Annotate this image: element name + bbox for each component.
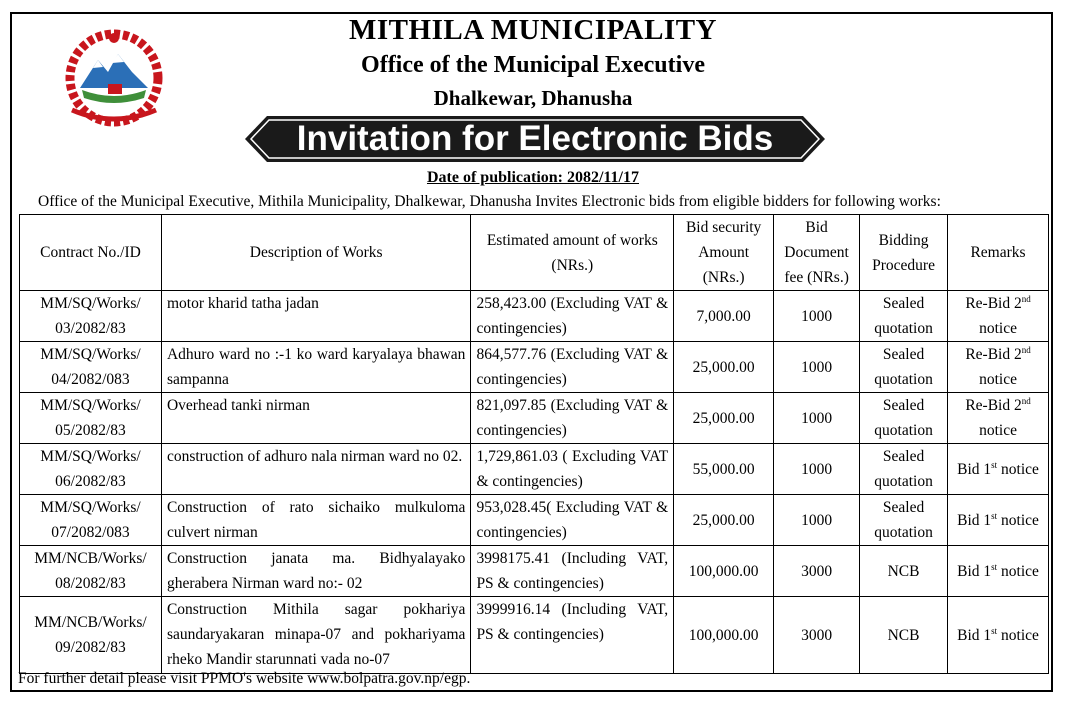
header-security: Bid security Amount (NRs.) xyxy=(674,215,774,291)
header-remarks: Remarks xyxy=(948,215,1049,291)
table-row xyxy=(20,291,1049,342)
intro-text: Office of the Municipal Executive, Mithila Municipality, Dhalkewar, Dhanusha Invites Electronic bids from eligible bidders for following works: xyxy=(38,193,941,210)
bidding-procedure: Sealed quotation xyxy=(860,342,948,393)
bidding-procedure: Sealed quotation xyxy=(860,444,948,495)
work-description: motor kharid tatha jadan xyxy=(161,291,470,342)
bidding-procedure: NCB xyxy=(860,546,948,597)
bid-security: 100,000.00 xyxy=(674,546,774,597)
contract-id: MM/SQ/Works/ 04/2082/083 xyxy=(20,342,162,393)
table-row xyxy=(20,342,1049,393)
work-description: Construction of rato sichaiko mulkuloma culvert nirman xyxy=(161,495,470,546)
document-fee: 1000 xyxy=(774,393,860,444)
bidding-procedure: Sealed quotation xyxy=(860,495,948,546)
bidding-procedure: Sealed quotation xyxy=(860,393,948,444)
header-contract: Contract No./ID xyxy=(20,215,162,291)
bid-security: 25,000.00 xyxy=(674,495,774,546)
office-title: Office of the Municipal Executive xyxy=(361,52,705,78)
document-fee: 3000 xyxy=(774,597,860,674)
contract-id: MM/NCB/Works/ 09/2082/83 xyxy=(20,597,162,674)
table-header-row xyxy=(20,215,1049,291)
work-description: construction of adhuro nala nirman ward no 02. xyxy=(161,444,470,495)
table-row xyxy=(20,546,1049,597)
header-procedure: Bidding Procedure xyxy=(860,215,948,291)
estimated-amount: 1,729,861.03 ( Excluding VAT & contingencies) xyxy=(471,444,674,495)
remarks: Bid 1st notice xyxy=(948,444,1049,495)
estimated-amount: 821,097.85 (Excluding VAT & contingencies) xyxy=(471,393,674,444)
banner-title: Invitation for Electronic Bids xyxy=(296,119,774,158)
work-description: Overhead tanki nirman xyxy=(161,393,470,444)
bid-security: 7,000.00 xyxy=(674,291,774,342)
publication-date: Date of publication: 2082/11/17 xyxy=(426,169,639,186)
remarks: Re-Bid 2nd notice xyxy=(948,291,1049,342)
contract-id: MM/SQ/Works/ 07/2082/083 xyxy=(20,495,162,546)
footer-note: For further detail please visit PPMO's website www.bolpatra.gov.np/egp. xyxy=(18,670,471,687)
work-description: Adhuro ward no :-1 ko ward karyalaya bhawan sampanna xyxy=(161,342,470,393)
contract-id: MM/SQ/Works/ 06/2082/83 xyxy=(20,444,162,495)
bid-security: 55,000.00 xyxy=(674,444,774,495)
remarks: Bid 1st notice xyxy=(948,546,1049,597)
contract-id: MM/NCB/Works/ 08/2082/83 xyxy=(20,546,162,597)
bidding-procedure: NCB xyxy=(860,597,948,674)
header-fee: Bid Document fee (NRs.) xyxy=(774,215,860,291)
table-row xyxy=(20,597,1049,674)
header-estimate: Estimated amount of works (NRs.) xyxy=(471,215,674,291)
estimated-amount: 953,028.45( Excluding VAT & contingencies) xyxy=(471,495,674,546)
document-fee: 1000 xyxy=(774,495,860,546)
work-description: Construction janata ma. Bidhyalayako gherabera Nirman ward no:- 02 xyxy=(161,546,470,597)
municipality-title: MITHILA MUNICIPALITY xyxy=(349,14,717,46)
bid-security: 25,000.00 xyxy=(674,342,774,393)
location-title: Dhalkewar, Dhanusha xyxy=(433,86,633,110)
header-description: Description of Works xyxy=(161,215,470,291)
table-row xyxy=(20,393,1049,444)
remarks: Re-Bid 2nd notice xyxy=(948,393,1049,444)
work-description: Construction Mithila sagar pokhariya saundaryakaran minapa-07 and pokhariyama rheko Mandir starunnati vada no-07 xyxy=(161,597,470,674)
document-fee: 1000 xyxy=(774,444,860,495)
document-fee: 3000 xyxy=(774,546,860,597)
estimated-amount: 3998175.41 (Including VAT, PS & contingencies) xyxy=(471,546,674,597)
estimated-amount: 3999916.14 (Including VAT, PS & contingencies) xyxy=(471,597,674,674)
remarks: Bid 1st notice xyxy=(948,597,1049,674)
estimated-amount: 258,423.00 (Excluding VAT & contingencies) xyxy=(471,291,674,342)
contract-id: MM/SQ/Works/ 05/2082/83 xyxy=(20,393,162,444)
bids-table xyxy=(19,214,1049,674)
document-fee: 1000 xyxy=(774,342,860,393)
contract-id: MM/SQ/Works/ 03/2082/83 xyxy=(20,291,162,342)
remarks: Bid 1st notice xyxy=(948,495,1049,546)
document-fee: 1000 xyxy=(774,291,860,342)
bidding-procedure: Sealed quotation xyxy=(860,291,948,342)
bid-security: 25,000.00 xyxy=(674,393,774,444)
table-row xyxy=(20,444,1049,495)
table-row xyxy=(20,495,1049,546)
estimated-amount: 864,577.76 (Excluding VAT & contingencies) xyxy=(471,342,674,393)
bid-security: 100,000.00 xyxy=(674,597,774,674)
remarks: Re-Bid 2nd notice xyxy=(948,342,1049,393)
